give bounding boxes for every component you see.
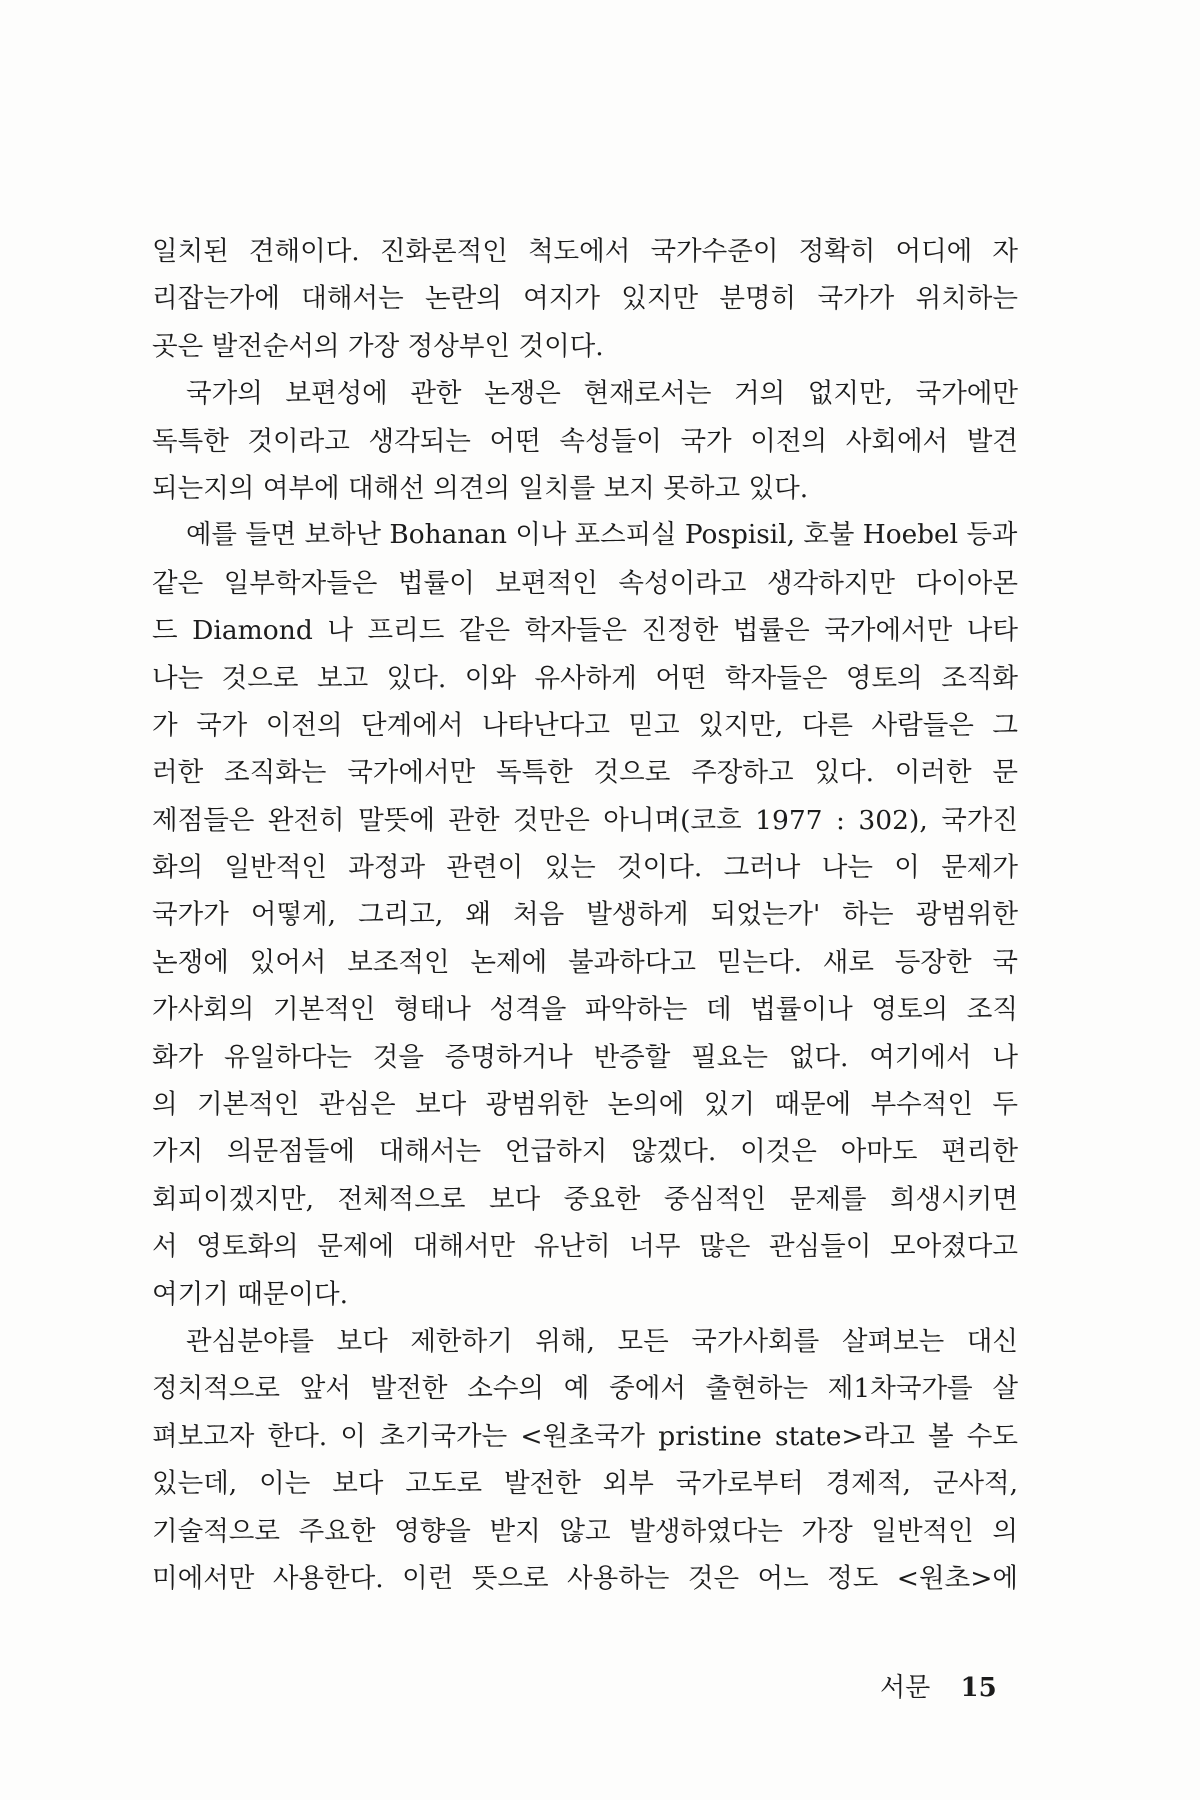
text-line: 국가의 보편성에 관한 논쟁은 현재로서는 거의 없지만, 국가에만: [186, 378, 1018, 410]
text-line: 회피이겠지만, 전체적으로 보다 중요한 중심적인 문제를 희생시키면: [152, 1183, 1018, 1215]
text-line: 가사회의 기본적인 형태나 성격을 파악하는 데 법률이나 영토의 조직: [152, 994, 1018, 1026]
text-line: 드 Diamond 나 프리드 같은 학자들은 진정한 법률은 국가에서만 나타: [152, 615, 1018, 647]
text-line: 나는 것으로 보고 있다. 이와 유사하게 어떤 학자들은 영토의 조직화: [152, 662, 1018, 694]
text-line: 제점들은 완전히 말뜻에 관한 것만은 아니며(코흐 1977 : 302), 국가진: [152, 804, 1018, 836]
text-line: 관심분야를 보다 제한하기 위해, 모든 국가사회를 살펴보는 대신: [186, 1325, 1018, 1357]
page-footer: [880, 1668, 997, 1708]
text-line: 논쟁에 있어서 보조적인 논제에 불과하다고 믿는다. 새로 등장한 국: [152, 946, 1018, 978]
text-line: 미에서만 사용한다. 이런 뜻으로 사용하는 것은 어느 정도 <원초>에: [152, 1562, 1018, 1594]
text-line: 여기기 때문이다.: [152, 1278, 349, 1310]
text-line: 펴보고자 한다. 이 초기국가는 <원초국가 pristine state>라고 볼 수도: [152, 1420, 1018, 1452]
text-line: 예를 들면 보하난 Bohanan 이나 포스피실 Pospisil, 호불 Hoebel 등과: [186, 520, 1018, 551]
text-line: 가 국가 이전의 단계에서 나타난다고 믿고 있지만, 다른 사람들은 그: [152, 709, 1018, 741]
text-line: 화의 일반적인 과정과 관련이 있는 것이다. 그러나 나는 이 문제가: [152, 852, 1018, 884]
text-line: 일치된 견해이다. 진화론적인 척도에서 국가수준이 정확히 어디에 자: [152, 236, 1018, 267]
text-line: 서 영토화의 문제에 대해서만 유난히 너무 많은 관심들이 모아졌다고: [152, 1231, 1018, 1263]
text-line: 리잡는가에 대해서는 논란의 여지가 있지만 분명히 국가가 위치하는: [152, 283, 1018, 315]
text-line: 국가가 어떻게, 그리고, 왜 처음 발생하게 되었는가' 하는 광범위한: [152, 899, 1018, 931]
body-text: [152, 228, 1018, 1602]
text-line: 정치적으로 앞서 발전한 소수의 예 중에서 출현하는 제1차국가를 살: [152, 1373, 1018, 1405]
running-footer-section: 서문: [880, 1673, 931, 1703]
text-line: 러한 조직화는 국가에서만 독특한 것으로 주장하고 있다. 이러한 문: [152, 757, 1018, 789]
text-line: 의 기본적인 관심은 보다 광범위한 논의에 있기 때문에 부수적인 두: [152, 1089, 1018, 1121]
text-line: 곳은 발전순서의 가장 정상부인 것이다.: [152, 330, 604, 362]
text-line: 같은 일부학자들은 법률이 보편적인 속성이라고 생각하지만 다이아몬: [152, 567, 1018, 599]
text-line: 기술적으로 주요한 영향을 받지 않고 발생하였다는 가장 일반적인 의: [152, 1515, 1018, 1547]
text-line: 되는지의 여부에 대해선 의견의 일치를 보지 못하고 있다.: [152, 472, 809, 504]
text-line: 화가 유일하다는 것을 증명하거나 반증할 필요는 없다. 여기에서 나: [152, 1041, 1018, 1073]
page-number: 15: [960, 1673, 997, 1703]
text-line: 독특한 것이라고 생각되는 어떤 속성들이 국가 이전의 사회에서 발견: [152, 425, 1018, 457]
text-line: 있는데, 이는 보다 고도로 발전한 외부 국가로부터 경제적, 군사적,: [152, 1468, 1018, 1500]
text-line: 가지 의문점들에 대해서는 언급하지 않겠다. 이것은 아마도 편리한: [152, 1136, 1018, 1168]
